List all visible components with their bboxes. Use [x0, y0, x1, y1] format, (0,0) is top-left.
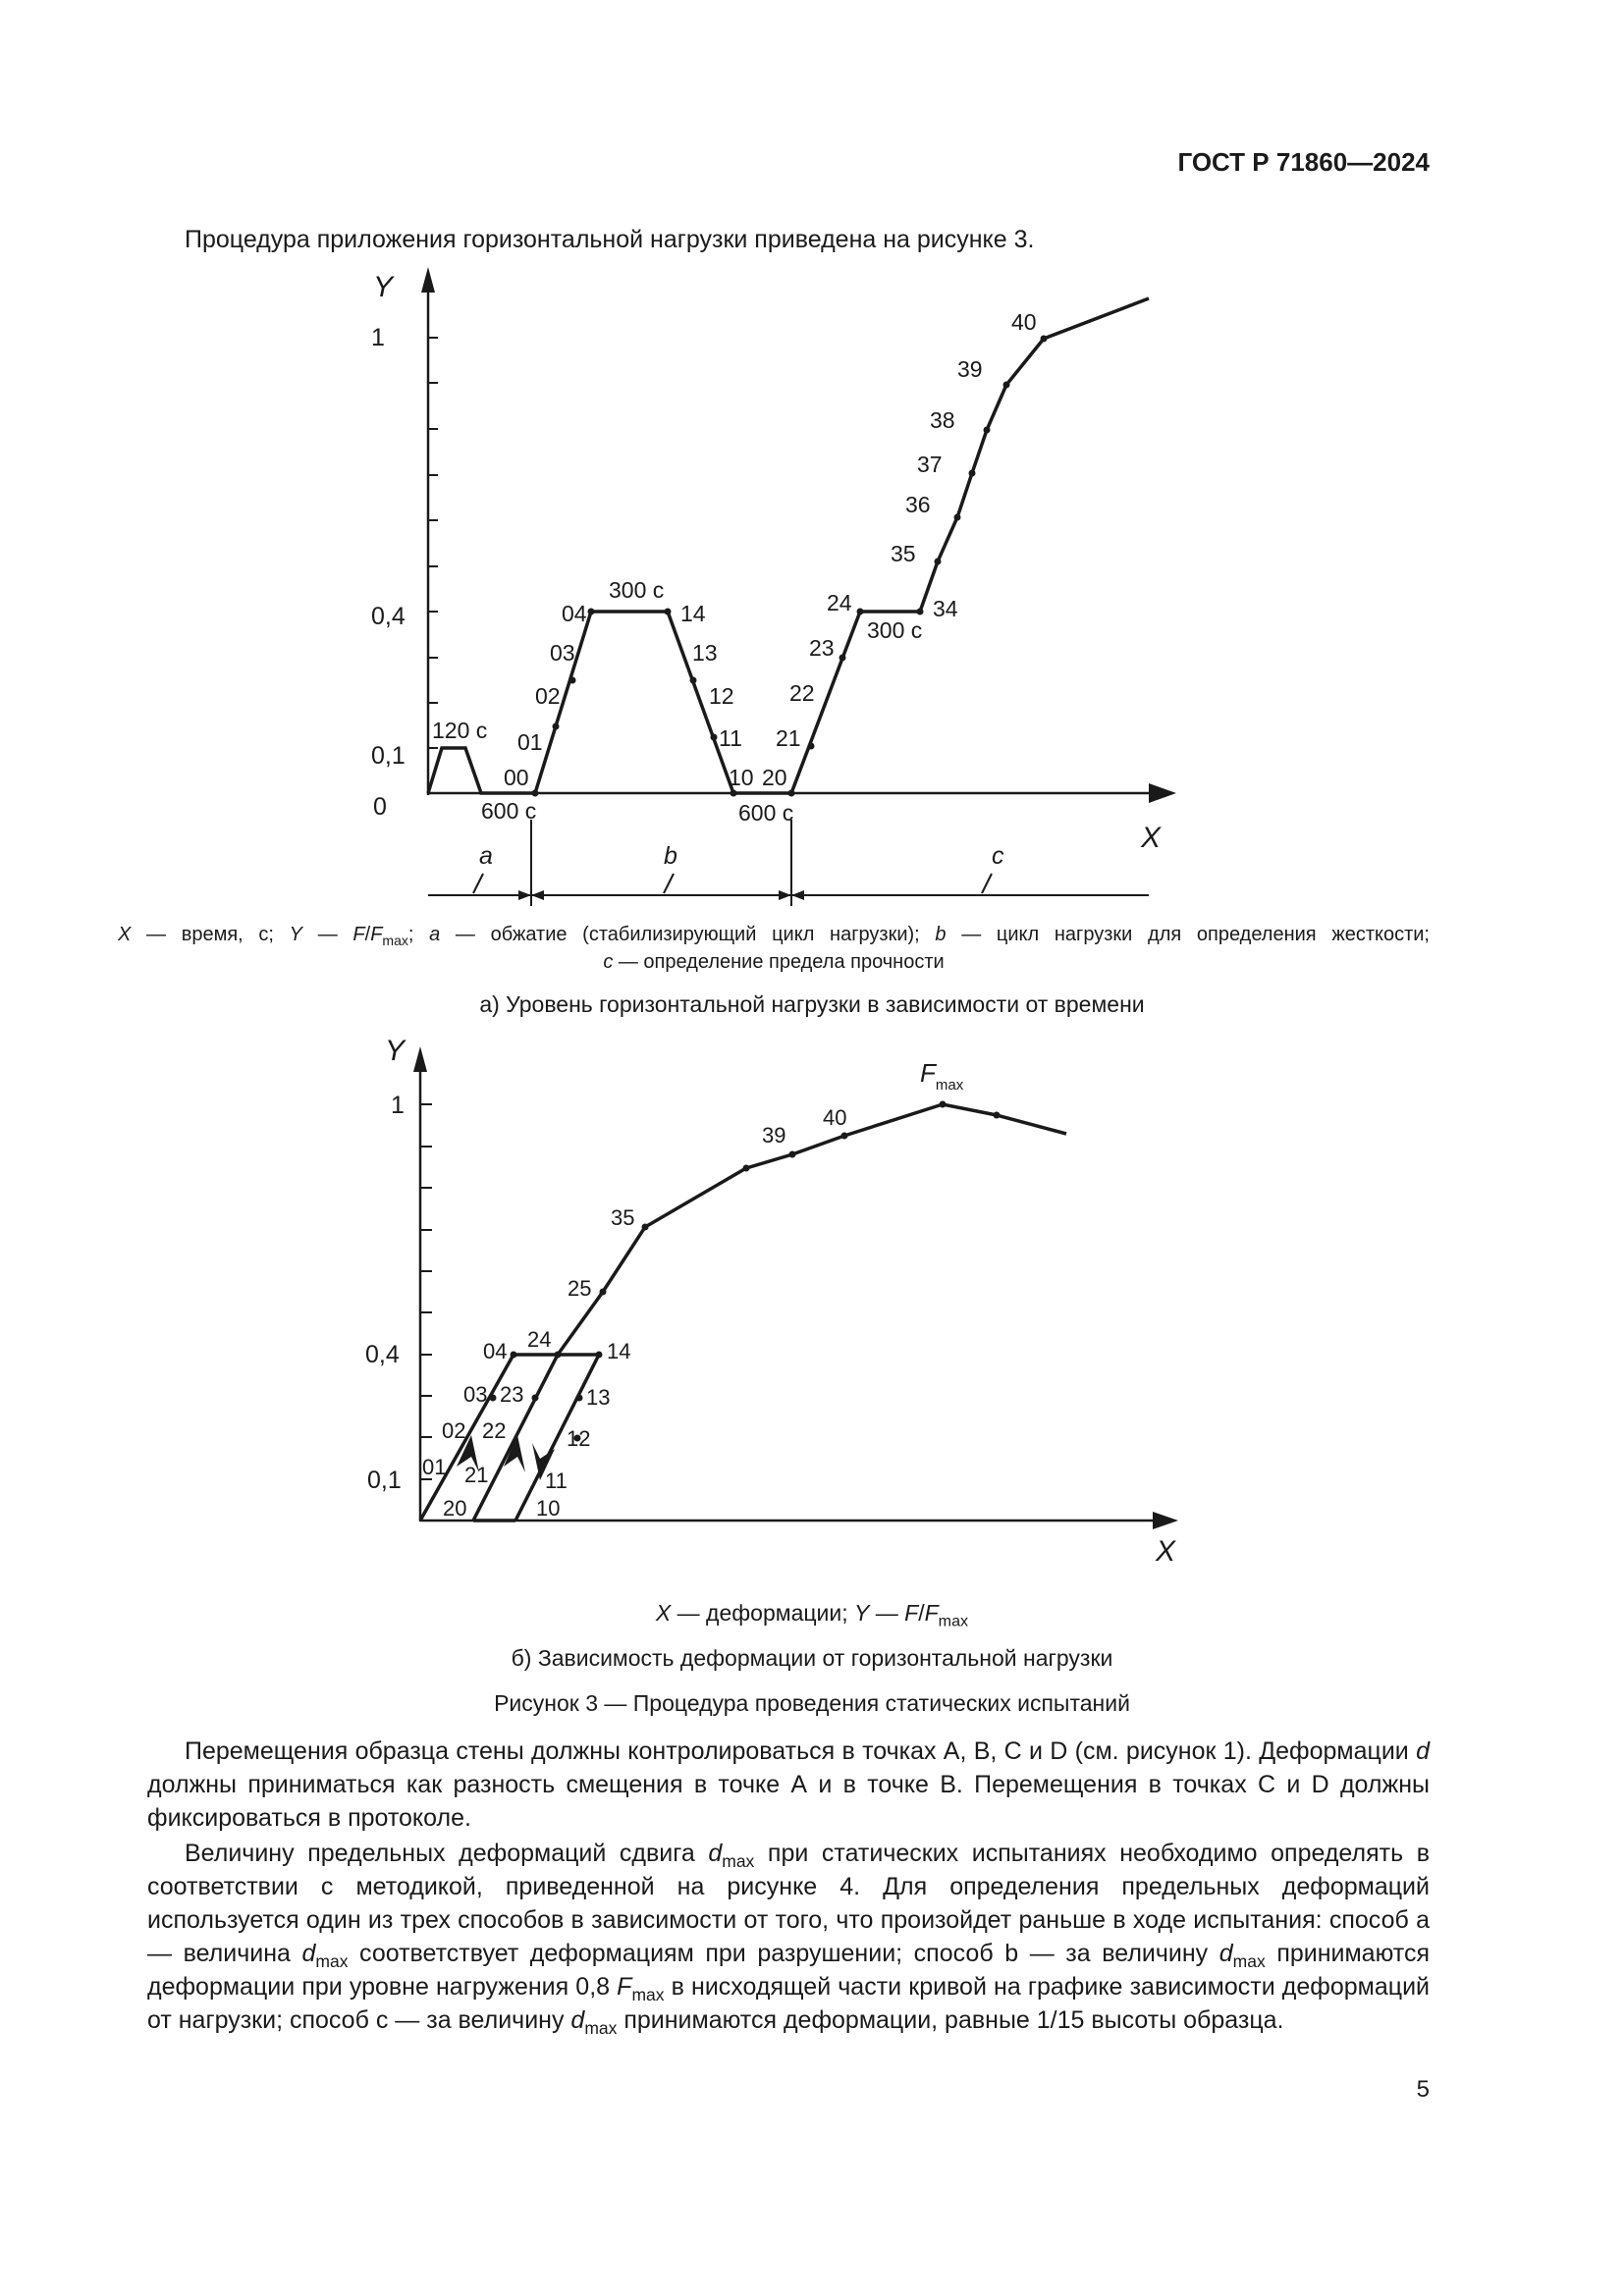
fig-b-label-11: 11 — [545, 1468, 568, 1493]
fig-b-label-14: 14 — [607, 1339, 631, 1363]
fig-a-label-24: 24 — [827, 590, 852, 615]
fig-b-label-02: 02 — [442, 1418, 466, 1443]
fig-a-label-600s-1: 600 с — [481, 798, 537, 824]
fig-b-fmax-label: $F_{max}$ — [920, 1058, 964, 1094]
fig-b-y-arrow — [413, 1046, 427, 1072]
fig-a-x-label: X — [1141, 822, 1162, 854]
fig-b-tick-1: 1 — [391, 1092, 405, 1119]
fig-b-label-35: 35 — [611, 1205, 635, 1230]
fig-a-tick-01: 0,1 — [371, 742, 406, 770]
figure-a-legend: X — время, с; Y — $F/F_{max}$; a — обжатие (стабилизирующий цикл нагрузки); b — цикл нагрузки для определения жесткости; c — определение предела прочности — [118, 924, 1430, 973]
fig-a-label-23: 23 — [809, 635, 835, 661]
fig-a-x-arrow — [1149, 783, 1176, 803]
fig-b-label-12: 12 — [567, 1426, 591, 1451]
fig-a-load-curve — [428, 298, 1149, 793]
fig-b-tick-04: 0,4 — [365, 1341, 400, 1368]
fig-a-label-02: 02 — [535, 683, 561, 709]
figure-title: Рисунок 3 — Процедура проведения статических испытаний — [494, 1690, 1130, 1716]
body-text — [147, 1735, 1430, 2037]
page-number: 5 — [1416, 2076, 1430, 2103]
fig-a-label-00: 00 — [504, 765, 529, 790]
fig-b-label-25: 25 — [568, 1276, 592, 1301]
fig-a-label-40: 40 — [1011, 309, 1037, 335]
figure-b-subcaption: б) Зависимость деформации от горизонтальной нагрузки — [511, 1645, 1113, 1671]
fig-a-label-300s-2: 300 с — [867, 617, 923, 643]
fig-a-tick-1: 1 — [371, 324, 385, 351]
fig-a-label-39: 39 — [957, 356, 983, 382]
fig-a-label-21: 21 — [776, 725, 801, 751]
fig-a-label-14: 14 — [680, 601, 706, 626]
figure-b-legend: X — деформации; Y — $F/F_{max}$ — [655, 1600, 969, 1630]
fig-b-label-03: 03 — [463, 1382, 488, 1407]
fig-a-label-38: 38 — [930, 407, 955, 433]
fig-a-label-12: 12 — [709, 683, 734, 709]
fig-a-interval-c: c — [992, 842, 1004, 870]
fig-a-label-13: 13 — [692, 640, 718, 666]
figure-a-subcaption: а) Уровень горизонтальной нагрузки в зависимости от времени — [479, 991, 1145, 1017]
fig-b-y-label: Y — [385, 1035, 406, 1067]
fig-a-label-03: 03 — [550, 640, 575, 666]
fig-b-label-20: 20 — [443, 1496, 467, 1521]
fig-a-label-01: 01 — [517, 729, 543, 755]
fig-b-label-39: 39 — [762, 1123, 786, 1148]
fig-a-label-34: 34 — [933, 596, 958, 621]
fig-a-y-arrow — [421, 267, 435, 293]
fig-a-interval-b: b — [664, 842, 677, 870]
fig-a-label-35: 35 — [891, 541, 916, 566]
fig-a-label-10: 10 — [729, 765, 754, 790]
fig-a-interval-a: a — [479, 842, 493, 870]
fig-b-label-23: 23 — [500, 1382, 524, 1407]
fig-a-y-label: Y — [373, 271, 394, 303]
fig-b-label-13: 13 — [586, 1385, 611, 1410]
fig-b-label-10: 10 — [536, 1496, 561, 1521]
paragraph-2: Величину предельных деформаций сдвига $d_{max}$ при статических испытаниях необходимо определять в соответствии с методикой, приведенной на рисунке 4. Для определения предельных деформаций используется один из трех способов в зависимости от того, что произойдет раньше в ходе испытания: способ а — величина $d_{max}$ соответствует деформациям при разрушении; способ b — за величину $d_{max}$ принимаются деформации при уровне нагружения 0,8 $F_{max}$ в нисходящей части кривой на графике зависимости деформаций от нагрузки; способ с — за величину $d_{max}$ принимаются деформации, равные 1/15 высоты образца. — [147, 1840, 1430, 2039]
fig-b-tick-01: 0,1 — [367, 1467, 402, 1494]
fig-a-label-11: 11 — [719, 725, 742, 751]
fig-a-label-300s-1: 300 с — [609, 577, 665, 603]
fig-b-label-21: 21 — [464, 1463, 489, 1487]
paragraph-1: Перемещения образца стены должны контролироваться в точках А, В, С и D (см. рисунок 1). Деформации d должны приниматься как разность смещения в точке А и в точке В. Перемещения в точках С и D должны фиксироваться в протоколе. — [147, 1737, 1430, 1832]
fig-b-label-24: 24 — [527, 1327, 552, 1352]
fig-a-label-37: 37 — [917, 452, 943, 477]
fig-a-label-22: 22 — [789, 680, 815, 706]
fig-b-label-40: 40 — [823, 1105, 847, 1130]
fig-a-label-36: 36 — [905, 492, 931, 517]
fig-b-x-label: X — [1156, 1535, 1176, 1568]
fig-b-label-04: 04 — [483, 1339, 508, 1363]
fig-a-tick-0: 0 — [373, 793, 387, 821]
fig-a-label-120s: 120 с — [432, 718, 488, 743]
fig-b-x-arrow — [1153, 1512, 1178, 1529]
fig-a-label-04: 04 — [562, 601, 587, 626]
fig-a-tick-04: 0,4 — [371, 603, 406, 630]
fig-a-label-20: 20 — [762, 765, 787, 790]
document-header: ГОСТ Р 71860—2024 — [1177, 147, 1430, 177]
fig-a-label-600s-2: 600 с — [738, 800, 794, 826]
fig-b-label-01: 01 — [422, 1455, 447, 1479]
intro-paragraph: Процедура приложения горизонтальной нагрузки приведена на рисунке 3. — [185, 226, 1035, 253]
fig-b-label-22: 22 — [482, 1418, 507, 1443]
